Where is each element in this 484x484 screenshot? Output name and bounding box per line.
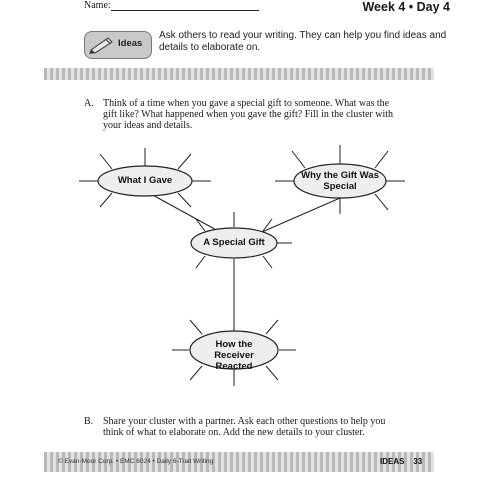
ideas-badge-label: Ideas [118,38,143,49]
question-b-letter: B. [84,416,94,427]
cluster-node-center: A Special Gift [203,237,265,248]
week-day-title: Week 4 • Day 4 [362,0,450,14]
question-a-text: Think of a time when you gave a special gift to someone. What was the gift like? What happened when you gave the gift? Fill in the cluster with your ideas and details. [103,98,394,131]
connector-left [149,193,220,232]
footer-page-info: IDEAS 33 [380,457,423,466]
cluster-node-right: Why the Gift Was Special [301,170,379,192]
footer-publisher: © Evan-Moor Corp. • EMC 6024 • Daily 6-Trait Writing [58,458,214,465]
connector-right [262,198,340,232]
cluster-node-left: What I Gave [117,175,173,186]
question-a-letter: A. [84,98,94,109]
cluster-node-bottom: How the Receiver Reacted [214,339,254,372]
name-label: Name: [84,0,111,11]
question-b-text: Share your cluster with a partner. Ask each other questions to help you think of what to elaborate on. Add the new details to your cluster. [103,416,386,438]
tip-text: Ask others to read your writing. They can help you find ideas and details to elaborate on. [159,30,447,53]
